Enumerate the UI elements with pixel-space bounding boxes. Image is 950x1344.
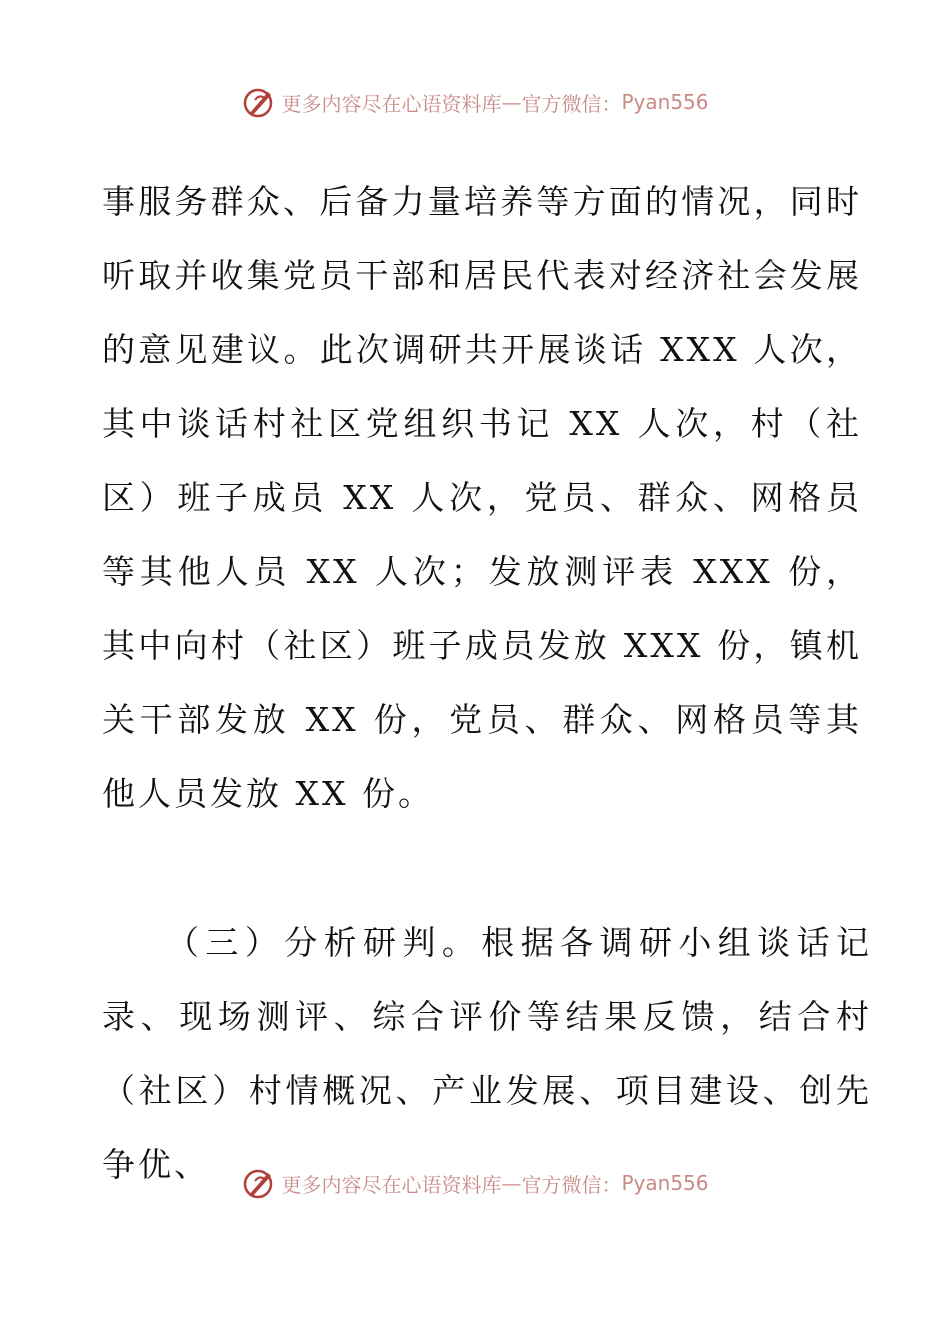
watermark-suffix: 官方微信：: [521, 91, 622, 116]
watermark-suffix: 官方微信：: [521, 1172, 622, 1197]
body-paragraph-2: （三）分析研判。根据各调研小组谈话记录、现场测评、综合评价等结果反馈，结合村（社区）村情概况、产业发展、项目建设、创先争优、: [102, 923, 872, 1184]
watermark-separator: —: [501, 90, 522, 114]
header-watermark: [0, 82, 950, 122]
watermark-brand: Pyan556: [621, 90, 709, 114]
footer-watermark: [0, 1163, 950, 1203]
watermark-brand: Pyan556: [621, 1171, 709, 1195]
watermark-text: 更多内容尽在心语资料库: [281, 91, 502, 116]
watermark-separator: —: [501, 1171, 522, 1195]
watermark-text: 更多内容尽在心语资料库: [281, 1172, 502, 1197]
pen-logo-icon: [241, 1165, 277, 1201]
pen-logo-icon: [241, 84, 277, 120]
body-paragraph-1: 事服务群众、后备力量培养等方面的情况，同时听取并收集党员干部和居民代表对经济社会发展的意见建议。此次调研共开展谈话 XXX 人次，其中谈话村社区党组织书记 XX 人次，村（社区）班子成员 XX 人次，党员、群众、网格员等其他人员 XX 人次；发放测评表 XXX 份，其中向村（社区）班子成员发放 XXX 份，镇机关干部发放 XX 份，党员、群众、网格员等其他人员发放 XX 份。: [102, 182, 862, 813]
